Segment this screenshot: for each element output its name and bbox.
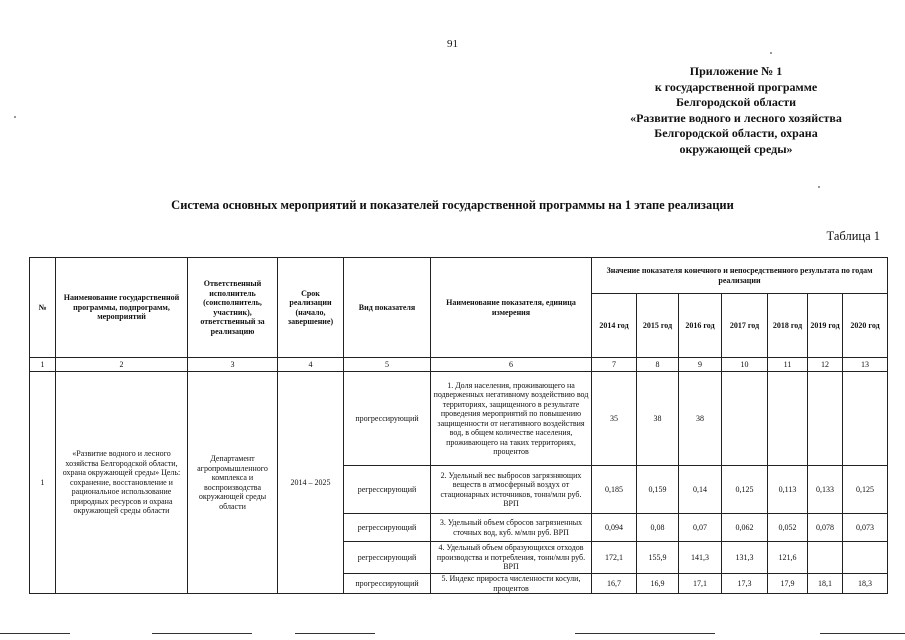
indicator-name: 1. Доля населения, проживающего на подверженных негативному воздействию вод территориях, защищенного в результате проведения мероприятий по повышению защищенности от негативного воздействия вод, в общем количестве населения, проживающего на таких территориях, процентов — [431, 372, 592, 466]
indicator-kind: регрессирующий — [344, 514, 431, 542]
value-cell: 16,7 — [592, 574, 637, 594]
table-label: Таблица 1 — [826, 229, 880, 243]
indicator-kind: регрессирующий — [344, 466, 431, 514]
scan-speck — [770, 52, 772, 54]
appendix-line: «Развитие водного и лесного хозяйства — [630, 110, 842, 125]
column-number: 4 — [278, 358, 344, 372]
header-values-group: Значение показателя конечного и непосредственного результата по годам реализации — [592, 258, 888, 294]
value-cell: 0,062 — [722, 514, 768, 542]
value-cell: 16,9 — [637, 574, 679, 594]
value-cell — [808, 542, 843, 574]
header-year: 2016 год — [679, 294, 722, 358]
header-year: 2014 год — [592, 294, 637, 358]
appendix-line: к государственной программе — [654, 79, 818, 94]
appendix-line: Приложение № 1 — [689, 64, 783, 78]
value-cell: 38 — [679, 372, 722, 466]
value-cell: 35 — [592, 372, 637, 466]
indicator-name: 2. Удельный вес выбросов загрязняющих веществ в атмосферный воздух от стационарных источников, тонн/млн руб. ВРП — [431, 466, 592, 514]
indicators-table — [29, 257, 888, 594]
header-responsible: Ответственный исполнитель (соисполнитель, участник), ответственный за реализацию — [188, 258, 278, 358]
header-num: № — [30, 258, 56, 358]
value-cell: 0,078 — [808, 514, 843, 542]
value-cell: 0,14 — [679, 466, 722, 514]
column-number: 12 — [808, 358, 843, 372]
value-cell: 0,125 — [843, 466, 888, 514]
indicator-name: 4. Удельный объем образующихся отходов производства и потребления, тонн/млн руб. ВРП — [431, 542, 592, 574]
scan-edge-lines — [0, 633, 905, 635]
value-cell: 0,185 — [592, 466, 637, 514]
value-cell — [843, 542, 888, 574]
column-number: 10 — [722, 358, 768, 372]
header-year: 2015 год — [637, 294, 679, 358]
appendix-line: окружающей среды» — [679, 141, 793, 156]
appendix-line: Белгородской области, охрана — [654, 126, 818, 140]
program-responsible: Департамент агропромышленного комплекса и воспроизводства окружающей среды области — [188, 372, 278, 594]
indicator-kind: регрессирующий — [344, 542, 431, 574]
column-number: 5 — [344, 358, 431, 372]
appendix-line: Белгородской области — [675, 95, 797, 109]
value-cell — [808, 372, 843, 466]
scan-speck — [14, 116, 16, 118]
header-indicator: Наименование показателя, единица измерения — [431, 258, 592, 358]
value-cell: 0,125 — [722, 466, 768, 514]
document-title: Система основных мероприятий и показателей государственной программы на 1 этапе реализации — [171, 198, 734, 212]
column-number: 2 — [56, 358, 188, 372]
indicator-name: 3. Удельный объем сбросов загрязненных сточных вод, куб. м/млн руб. ВРП — [431, 514, 592, 542]
page-number: 91 — [447, 38, 458, 50]
appendix-block — [600, 64, 872, 157]
header-kind: Вид показателя — [344, 258, 431, 358]
column-number: 11 — [768, 358, 808, 372]
header-year: 2020 год — [843, 294, 888, 358]
value-cell: 0,073 — [843, 514, 888, 542]
value-cell: 17,1 — [679, 574, 722, 594]
header-year: 2019 год — [808, 294, 843, 358]
value-cell: 0,08 — [637, 514, 679, 542]
value-cell: 172,1 — [592, 542, 637, 574]
value-cell: 0,052 — [768, 514, 808, 542]
value-cell: 0,159 — [637, 466, 679, 514]
header-name: Наименование государственной программы, подпрограмм, мероприятий — [56, 258, 188, 358]
program-name: «Развитие водного и лесного хозяйства Белгородской области, охрана окружающей среды» Цель: сохранение, восстановление и рациональное использование природных ресурсов и охрана окружающей среды области — [56, 372, 188, 594]
program-period: 2014 – 2025 — [278, 372, 344, 594]
value-cell — [843, 372, 888, 466]
column-number: 6 — [431, 358, 592, 372]
value-cell: 0,07 — [679, 514, 722, 542]
indicator-kind: прогрессирующий — [344, 574, 431, 594]
header-year: 2018 год — [768, 294, 808, 358]
value-cell — [722, 372, 768, 466]
program-number: 1 — [30, 372, 56, 594]
column-number: 3 — [188, 358, 278, 372]
column-number: 9 — [679, 358, 722, 372]
value-cell: 38 — [637, 372, 679, 466]
header-period: Срок реализации (начало, завершение) — [278, 258, 344, 358]
column-number: 7 — [592, 358, 637, 372]
column-number: 13 — [843, 358, 888, 372]
value-cell: 18,1 — [808, 574, 843, 594]
indicator-name: 5. Индекс прироста численности косули, процентов — [431, 574, 592, 594]
column-number: 1 — [30, 358, 56, 372]
value-cell: 0,094 — [592, 514, 637, 542]
value-cell: 131,3 — [722, 542, 768, 574]
value-cell: 121,6 — [768, 542, 808, 574]
scan-speck — [818, 186, 820, 188]
table-row — [30, 372, 888, 466]
value-cell: 141,3 — [679, 542, 722, 574]
value-cell: 18,3 — [843, 574, 888, 594]
column-number: 8 — [637, 358, 679, 372]
value-cell: 17,9 — [768, 574, 808, 594]
value-cell — [768, 372, 808, 466]
indicator-kind: прогрессирующий — [344, 372, 431, 466]
header-year: 2017 год — [722, 294, 768, 358]
value-cell: 0,113 — [768, 466, 808, 514]
value-cell: 155,9 — [637, 542, 679, 574]
value-cell: 0,133 — [808, 466, 843, 514]
value-cell: 17,3 — [722, 574, 768, 594]
